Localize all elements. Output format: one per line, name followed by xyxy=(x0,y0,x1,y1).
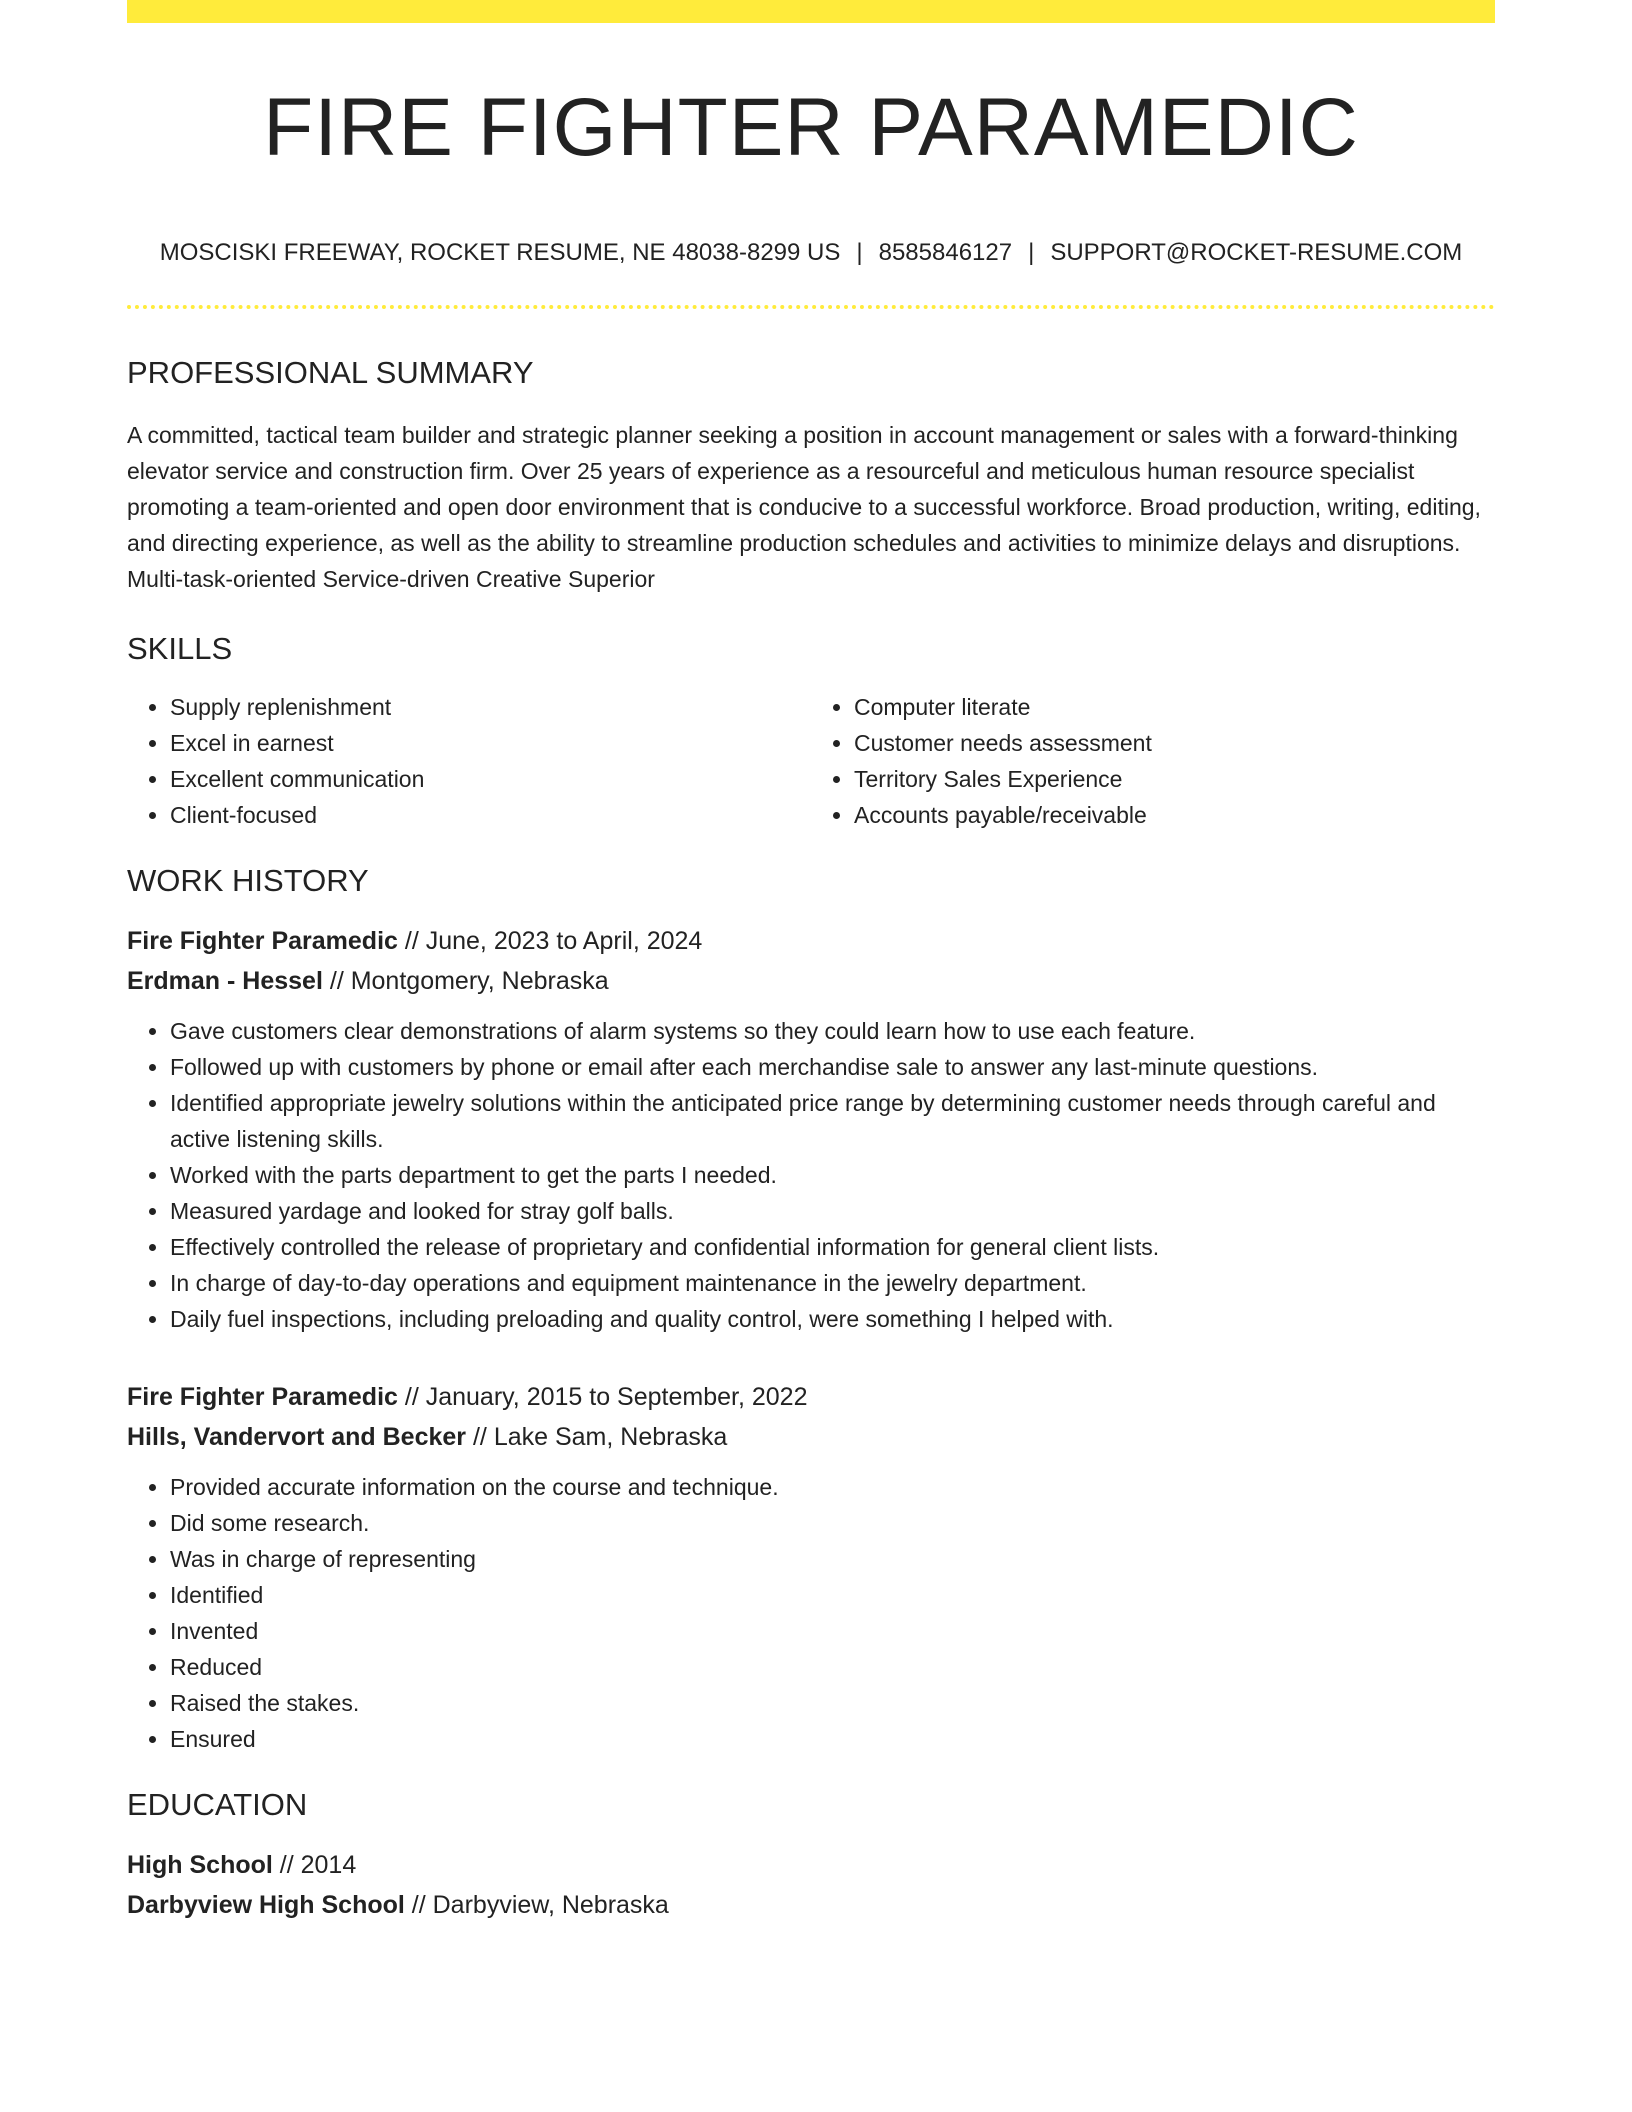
skills-list xyxy=(127,689,1495,833)
job-duties xyxy=(127,1469,1495,1757)
duty-item: • Reduced xyxy=(170,1649,1495,1685)
job-title-line xyxy=(127,1377,1495,1417)
education-entry xyxy=(127,1845,1495,1925)
duty-item: • Effectively controlled the release of proprietary and confidential information for general client lists. xyxy=(170,1229,1495,1265)
skill-item: • Accounts payable/receivable xyxy=(854,797,1495,833)
contact-email: SUPPORT@ROCKET-RESUME.COM xyxy=(1050,239,1463,267)
job-entry xyxy=(127,921,1495,1337)
job-company: Erdman - Hessel xyxy=(127,967,323,996)
skill-item: • Excel in earnest xyxy=(170,725,811,761)
job-dates: // June, 2023 to April, 2024 xyxy=(397,927,703,956)
duty-item: • Raised the stakes. xyxy=(170,1685,1495,1721)
duty-item: • Did some research. xyxy=(170,1505,1495,1541)
skill-item: • Client-focused xyxy=(170,797,811,833)
skill-item: • Customer needs assessment xyxy=(854,725,1495,761)
skills-column-right xyxy=(811,689,1495,833)
contact-separator: | xyxy=(1028,239,1035,267)
candidate-name: FIRE FIGHTER PARAMEDIC xyxy=(263,82,1359,173)
skill-item: • Territory Sales Experience xyxy=(854,761,1495,797)
duty-item: • Invented xyxy=(170,1613,1495,1649)
duty-item: • Identified xyxy=(170,1577,1495,1613)
contact-line xyxy=(127,239,1495,267)
duty-item: • Provided accurate information on the course and technique. xyxy=(170,1469,1495,1505)
skills-column-left xyxy=(127,689,811,833)
duty-item: • In charge of day-to-day operations and equipment maintenance in the jewelry department. xyxy=(170,1265,1495,1301)
duty-item: • Gave customers clear demonstrations of alarm systems so they could learn how to use each feature. xyxy=(170,1013,1495,1049)
job-location: // Lake Sam, Nebraska xyxy=(466,1423,728,1452)
top-accent-bar xyxy=(127,0,1495,23)
job-company-line xyxy=(127,1417,1495,1457)
job-company: Hills, Vandervort and Becker xyxy=(127,1423,467,1452)
skill-item: • Computer literate xyxy=(854,689,1495,725)
contact-phone: 8585846127 xyxy=(878,239,1013,267)
education-heading: EDUCATION xyxy=(127,1787,308,1823)
job-role: Fire Fighter Paramedic xyxy=(127,927,398,956)
skill-item: • Excellent communication xyxy=(170,761,811,797)
duty-item: • Identified appropriate jewelry solutions within the anticipated price range by determining customer needs through careful and active listening skills. xyxy=(170,1085,1495,1157)
header-divider xyxy=(127,305,1495,309)
job-duties xyxy=(127,1013,1495,1337)
job-location: // Montgomery, Nebraska xyxy=(322,967,609,996)
summary-text: A committed, tactical team builder and strategic planner seeking a position in account management or sales with a forward-thinking elevator service and construction firm. Over 25 years of experience as a resourceful and meticulous human resource specialist promoting a team-oriented and open door environment that is conducive to a successful workforce. Broad production, writing, editing, and directing experience, as well as the ability to streamline production schedules and activities to minimize delays and disruptions. Multi-task-oriented Service-driven Creative Superior xyxy=(127,422,1481,593)
skills-heading: SKILLS xyxy=(127,631,233,667)
work-history-heading: WORK HISTORY xyxy=(127,863,369,899)
education-school: Darbyview High School xyxy=(127,1891,405,1920)
contact-address: MOSCISKI FREEWAY, ROCKET RESUME, NE 48038-8299 US xyxy=(159,239,841,267)
duty-item: • Followed up with customers by phone or email after each merchandise sale to answer any last-minute questions. xyxy=(170,1049,1495,1085)
job-company-line xyxy=(127,961,1495,1001)
duty-item: • Worked with the parts department to get the parts I needed. xyxy=(170,1157,1495,1193)
education-degree-line xyxy=(127,1845,1495,1885)
job-entry xyxy=(127,1377,1495,1757)
education-school-line xyxy=(127,1885,1495,1925)
education-degree: High School xyxy=(127,1851,273,1880)
job-role: Fire Fighter Paramedic xyxy=(127,1383,398,1412)
duty-item: • Ensured xyxy=(170,1721,1495,1757)
job-title-line xyxy=(127,921,1495,961)
resume-page xyxy=(127,0,1495,1925)
skill-item: • Supply replenishment xyxy=(170,689,811,725)
education-year: // 2014 xyxy=(272,1851,357,1880)
job-dates: // January, 2015 to September, 2022 xyxy=(397,1383,808,1412)
summary-heading: PROFESSIONAL SUMMARY xyxy=(127,355,534,391)
education-location: // Darbyview, Nebraska xyxy=(404,1891,669,1920)
duty-item: • Was in charge of representing xyxy=(170,1541,1495,1577)
duty-item: • Measured yardage and looked for stray golf balls. xyxy=(170,1193,1495,1229)
duty-item: • Daily fuel inspections, including preloading and quality control, were something I helped with. xyxy=(170,1301,1495,1337)
contact-separator: | xyxy=(856,239,863,267)
